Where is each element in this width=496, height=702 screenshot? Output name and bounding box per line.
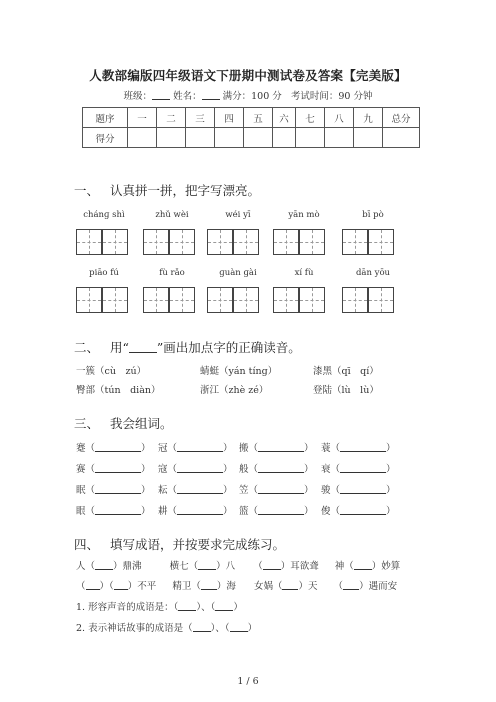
section1-heading [74,181,260,199]
pinyin: xí fù [294,268,314,278]
word-char: 赛 [76,464,86,475]
word-item [158,482,233,496]
writing-box[interactable] [273,229,299,255]
score-header-cell: 一 [128,108,157,128]
word-char: 蹇 [76,443,86,454]
idiom-blank[interactable] [198,560,216,570]
score-cell[interactable] [244,128,273,148]
score-cell[interactable] [383,128,420,148]
writing-box[interactable] [102,287,128,313]
score-cell[interactable] [186,128,215,148]
word-item [321,482,396,496]
paren: ） [304,443,314,454]
question-text: 2. 表示神话故事的成语是（ [76,623,193,634]
word-item [321,503,396,517]
paren: （ [167,485,178,496]
word-char: 耕 [158,506,168,517]
word-char: 衰 [321,464,331,475]
score-header-cell: 五 [244,108,273,128]
idiom-text: 女娲（ [253,581,283,592]
writing-box[interactable] [273,287,299,313]
pinyin: chánɡ shì [83,210,125,220]
score-header-cell: 六 [273,108,296,128]
question-text: 1. 形容声音的成语是：（ [76,602,179,613]
idiom-blank[interactable] [263,560,281,570]
paren: （ [85,485,96,496]
word-char: 蓑 [321,443,331,454]
idiom-blank[interactable] [201,580,217,590]
answer-blank[interactable] [178,601,196,611]
word-item [321,440,396,454]
word-char: 笠 [239,485,249,496]
answer-blank[interactable] [193,622,211,632]
word-char: 般 [239,464,249,475]
word-item [158,503,233,517]
writing-box[interactable] [143,229,169,255]
paren: ） [386,506,396,517]
exam-info [0,88,496,102]
reading-item [313,363,379,377]
word-item [239,482,314,496]
section-title: 我会组词。 [110,416,173,431]
options[interactable]: （zhè zé） [219,385,269,396]
score-cell[interactable] [273,128,296,148]
word-item [76,503,151,517]
exam-time: 考试时间：90 分钟 [290,91,373,102]
paren: （ [330,506,341,517]
word-blank[interactable] [177,505,223,515]
page-number: 1 / 6 [237,676,259,687]
pinyin: wéi yī [225,210,251,220]
paren: ） [141,485,151,496]
paren: ） [386,485,396,496]
word-item [239,461,314,475]
writing-box[interactable] [342,287,368,313]
idiom-blank[interactable] [86,580,100,590]
reading-item [200,363,277,377]
idiom-blank[interactable] [282,580,298,590]
question-text: ） [247,623,258,634]
paren: （ [248,485,259,496]
paren: （ [248,443,259,454]
word-item [76,482,151,496]
word: 登陆 [313,385,333,396]
idiom-text: ）耳欲聋 [280,561,319,572]
reading-item [313,382,379,396]
word-blank[interactable] [95,484,141,494]
idiom-text: ）八 [216,561,236,572]
paren: ） [141,506,151,517]
writing-box[interactable] [233,229,259,255]
section-number: 三、 [74,416,100,431]
idiom-text: 人（ [76,561,96,572]
word: 蜻蜓 [200,366,220,377]
writing-box[interactable] [207,229,233,255]
section-title-part: ”画出加点字的正确读音。 [156,340,301,355]
idiom-line [76,578,397,592]
reading-item [76,363,146,377]
question-2 [76,620,257,634]
options[interactable]: （cù zú） [95,366,147,377]
word-blank[interactable] [95,463,141,473]
idiom-blank[interactable] [343,580,359,590]
word-blank[interactable] [258,505,304,515]
word-char: 眠 [76,485,86,496]
word: 浙江 [200,385,220,396]
word-blank[interactable] [340,442,386,452]
reading-item [76,382,160,396]
paren: ） [386,464,396,475]
options[interactable]: （lù lù） [332,385,379,396]
word: 漆黑 [313,366,333,377]
word-blank[interactable] [258,442,304,452]
options[interactable]: （yán tíng） [219,366,278,377]
writing-box[interactable] [76,229,102,255]
word-item [158,440,233,454]
idiom-text: 横七（ [169,561,199,572]
word-blank[interactable] [177,463,223,473]
name-label: 姓名： [173,91,202,102]
paren: ） [223,464,233,475]
score-table [82,107,420,148]
underline-mark [129,341,157,353]
reading-item [200,382,268,396]
idiom-text: ）（ [99,581,114,592]
section2-heading [74,338,301,356]
idiom-text: （ [333,581,344,592]
writing-box[interactable] [299,287,325,313]
paren: （ [85,443,96,454]
pinyin: bī pò [362,210,384,220]
word-blank[interactable] [340,463,386,473]
score-header-cell: 八 [325,108,354,128]
word-item [76,461,151,475]
pinyin: zhǔ wèi [155,210,189,220]
section4-heading [74,535,285,553]
writing-box[interactable] [368,229,394,255]
score-row-label: 得分 [83,128,128,148]
options[interactable]: （tún diàn） [95,385,161,396]
paren: （ [167,464,178,475]
paren: （ [330,485,341,496]
score-header-cell: 总分 [383,108,420,128]
name-blank[interactable] [202,90,220,100]
word-char: 眼 [76,506,86,517]
score-header-cell: 三 [186,108,215,128]
writing-box[interactable] [169,229,195,255]
paren: ） [304,506,314,517]
paren: （ [167,443,178,454]
section3-heading [74,414,173,432]
pinyin: fù rǎo [159,268,185,278]
paren: ） [386,443,396,454]
word-blank[interactable] [177,442,223,452]
paren: （ [330,464,341,475]
idiom-blank[interactable] [354,560,372,570]
word-char: 冠 [158,443,168,454]
word-blank[interactable] [258,484,304,494]
writing-box[interactable] [143,287,169,313]
score-header-cell: 九 [354,108,383,128]
writing-box[interactable] [207,287,233,313]
word-item [239,503,314,517]
pinyin: piāo fú [89,268,119,278]
question-1 [76,599,243,613]
idiom-text: （ [253,561,263,572]
paren: ） [141,443,151,454]
word-item [239,440,314,454]
word-item [321,461,396,475]
score-cell[interactable] [325,128,354,148]
writing-box[interactable] [169,287,195,313]
word-char: 篮 [239,506,249,517]
idiom-text: ）妙算 [371,561,401,572]
paren: ） [141,464,151,475]
score-cell[interactable] [128,128,157,148]
word-blank[interactable] [258,463,304,473]
word-blank[interactable] [177,484,223,494]
answer-blank[interactable] [215,601,233,611]
word-char: 骏 [321,485,331,496]
score-cell[interactable] [354,128,383,148]
word-item [76,440,151,454]
full-score: 满分：100 分 [222,91,282,102]
score-cell[interactable] [157,128,186,148]
paren: ） [223,485,233,496]
paren: ） [223,443,233,454]
idiom-text: ）遇而安 [359,581,398,592]
word: 一簇 [76,366,96,377]
writing-box[interactable] [102,229,128,255]
idiom-text: ）鼎沸 [113,561,142,572]
score-header-cell: 七 [296,108,325,128]
answer-blank[interactable] [230,622,248,632]
score-cell[interactable] [296,128,325,148]
writing-box[interactable] [342,229,368,255]
idiom-text: ）不平 [127,581,157,592]
score-cell[interactable] [215,128,244,148]
word-blank[interactable] [340,505,386,515]
idiom-text: ）天 [298,581,318,592]
pinyin: yān mò [288,210,320,220]
idiom-text: 神（ [334,561,354,572]
paren: （ [248,464,259,475]
word-blank[interactable] [95,505,141,515]
pinyin: ɡuàn ɡài [219,268,257,278]
question-text: ）、（ [210,623,230,634]
writing-box[interactable] [368,287,394,313]
section-number: 一、 [74,183,100,198]
section-number: 四、 [74,537,100,552]
word-blank[interactable] [95,442,141,452]
word-char: 耘 [158,485,168,496]
question-text: ）、（ [196,602,216,613]
idiom-blank[interactable] [114,580,128,590]
paren: ） [304,485,314,496]
word-item [158,461,233,475]
paren: ） [223,506,233,517]
question-text: ） [233,602,243,613]
writing-box[interactable] [299,229,325,255]
idiom-text: ）海 [216,581,236,592]
section-number: 二、 [74,340,100,355]
paren: （ [248,506,259,517]
score-header-row [83,108,420,128]
word-blank[interactable] [340,484,386,494]
idiom-text: （ [76,581,86,592]
score-header-cell: 四 [215,108,244,128]
score-value-row [83,128,420,148]
score-header-cell: 题序 [83,108,128,128]
paren: （ [85,464,96,475]
section-title: 认真拼一拼，把字写漂亮。 [110,183,261,198]
word: 臀部 [76,385,96,396]
idiom-line [76,558,400,572]
section-title: 填写成语，并按要求完成练习。 [110,537,286,552]
paren: （ [330,443,341,454]
score-header-cell: 二 [157,108,186,128]
paren: （ [167,506,178,517]
idiom-text: 精卫（ [172,581,201,592]
word-char: 搬 [239,443,249,454]
page-title: 人教部编版四年级语文下册期中测试卷及答案【完美版】 [89,68,407,83]
options[interactable]: （qī qí） [332,366,379,377]
writing-box[interactable] [76,287,102,313]
idiom-blank[interactable] [95,560,113,570]
writing-box[interactable] [233,287,259,313]
word-char: 寇 [158,464,168,475]
class-blank[interactable] [152,90,170,100]
section-title-part: 用“ [110,340,129,355]
paren: （ [85,506,96,517]
class-label: 班级： [123,91,153,102]
word-char: 俊 [321,506,331,517]
paren: ） [304,464,314,475]
pinyin: dān yōu [355,268,391,278]
